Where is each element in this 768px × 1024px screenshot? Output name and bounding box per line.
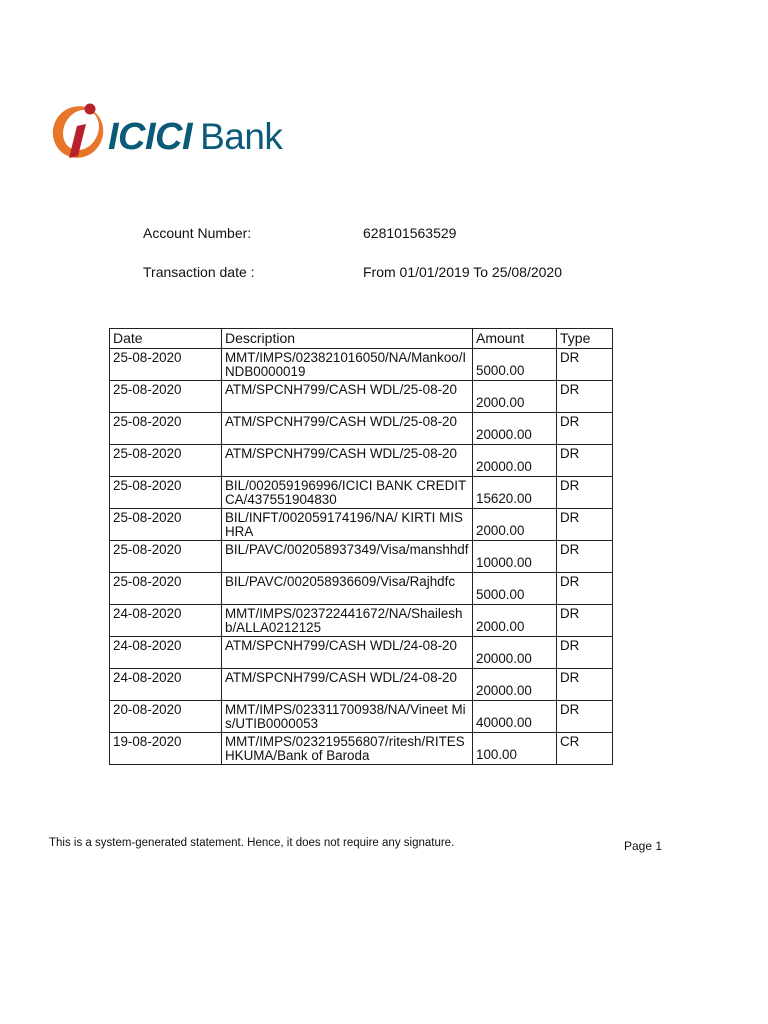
- header-type: Type: [557, 329, 613, 349]
- cell-description: BIL/002059196996/ICICI BANK CREDIT CA/437551904830: [222, 477, 473, 509]
- cell-description: ATM/SPCNH799/CASH WDL/24-08-20: [222, 637, 473, 669]
- table-row: [110, 477, 613, 509]
- page-number: Page 1: [624, 839, 663, 853]
- cell-date: 25-08-2020: [110, 413, 222, 445]
- cell-amount: 5000.00: [473, 349, 557, 381]
- logo-wordmark: [108, 118, 282, 156]
- cell-date: 24-08-2020: [110, 637, 222, 669]
- cell-type: DR: [557, 669, 613, 701]
- table-row: [110, 701, 613, 733]
- cell-description: BIL/PAVC/002058937349/Visa/manshhdf: [222, 541, 473, 573]
- account-number-value: 628101563529: [363, 225, 457, 241]
- table-row: [110, 733, 613, 765]
- table-row: [110, 381, 613, 413]
- cell-type: DR: [557, 413, 613, 445]
- cell-description: MMT/IMPS/023311700938/NA/Vineet Mis/UTIB0000053: [222, 701, 473, 733]
- cell-date: 25-08-2020: [110, 445, 222, 477]
- cell-date: 20-08-2020: [110, 701, 222, 733]
- cell-type: DR: [557, 445, 613, 477]
- cell-date: 25-08-2020: [110, 573, 222, 605]
- cell-description: ATM/SPCNH799/CASH WDL/25-08-20: [222, 413, 473, 445]
- cell-type: DR: [557, 509, 613, 541]
- cell-amount: 5000.00: [473, 573, 557, 605]
- table-row: [110, 541, 613, 573]
- table-row: [110, 413, 613, 445]
- cell-amount: 20000.00: [473, 669, 557, 701]
- cell-type: DR: [557, 541, 613, 573]
- transaction-date-value: From 01/01/2019 To 25/08/2020: [363, 264, 563, 280]
- cell-amount: 2000.00: [473, 381, 557, 413]
- account-number-label: Account Number:: [143, 225, 252, 241]
- table-row: [110, 669, 613, 701]
- cell-date: 25-08-2020: [110, 477, 222, 509]
- cell-date: 25-08-2020: [110, 381, 222, 413]
- cell-amount: 20000.00: [473, 637, 557, 669]
- logo-wordmark-icici: ICICI: [108, 116, 193, 158]
- cell-description: ATM/SPCNH799/CASH WDL/24-08-20: [222, 669, 473, 701]
- table-row: [110, 573, 613, 605]
- table-row: [110, 637, 613, 669]
- cell-date: 25-08-2020: [110, 509, 222, 541]
- cell-type: DR: [557, 349, 613, 381]
- cell-description: ATM/SPCNH799/CASH WDL/25-08-20: [222, 381, 473, 413]
- transaction-date-label: Transaction date :: [143, 264, 255, 280]
- cell-amount: 100.00: [473, 733, 557, 765]
- cell-amount: 15620.00: [473, 477, 557, 509]
- header-amount: Amount: [473, 329, 557, 349]
- cell-description: BIL/INFT/002059174196/NA/ KIRTI MISHRA: [222, 509, 473, 541]
- cell-amount: 2000.00: [473, 509, 557, 541]
- cell-description: MMT/IMPS/023722441672/NA/Shailesh b/ALLA0212125: [222, 605, 473, 637]
- cell-type: DR: [557, 701, 613, 733]
- cell-date: 25-08-2020: [110, 541, 222, 573]
- cell-date: 24-08-2020: [110, 669, 222, 701]
- cell-amount: 10000.00: [473, 541, 557, 573]
- system-generated-note: This is a system-generated statement. Hence, it does not require any signature.: [49, 837, 455, 849]
- header-description: Description: [222, 329, 473, 349]
- cell-date: 24-08-2020: [110, 605, 222, 637]
- cell-date: 25-08-2020: [110, 349, 222, 381]
- cell-type: DR: [557, 637, 613, 669]
- logo-wordmark-bank: Bank: [200, 116, 283, 157]
- table-header-row: [110, 329, 613, 349]
- cell-amount: 20000.00: [473, 413, 557, 445]
- cell-description: BIL/PAVC/002058936609/Visa/Rajhdfc: [222, 573, 473, 605]
- table-row: [110, 349, 613, 381]
- cell-amount: 2000.00: [473, 605, 557, 637]
- transactions-table: [109, 328, 613, 765]
- cell-type: DR: [557, 573, 613, 605]
- icici-logo-mark-icon: [48, 96, 110, 162]
- cell-date: 19-08-2020: [110, 733, 222, 765]
- table-row: [110, 605, 613, 637]
- cell-type: CR: [557, 733, 613, 765]
- cell-description: ATM/SPCNH799/CASH WDL/25-08-20: [222, 445, 473, 477]
- cell-description: MMT/IMPS/023219556807/ritesh/RITESHKUMA/Bank of Baroda: [222, 733, 473, 765]
- cell-type: DR: [557, 605, 613, 637]
- cell-amount: 40000.00: [473, 701, 557, 733]
- icici-bank-logo: [48, 96, 378, 166]
- cell-type: DR: [557, 477, 613, 509]
- cell-amount: 20000.00: [473, 445, 557, 477]
- header-date: Date: [110, 329, 222, 349]
- cell-type: DR: [557, 381, 613, 413]
- cell-description: MMT/IMPS/023821016050/NA/Mankoo/INDB0000019: [222, 349, 473, 381]
- table-row: [110, 509, 613, 541]
- table-row: [110, 445, 613, 477]
